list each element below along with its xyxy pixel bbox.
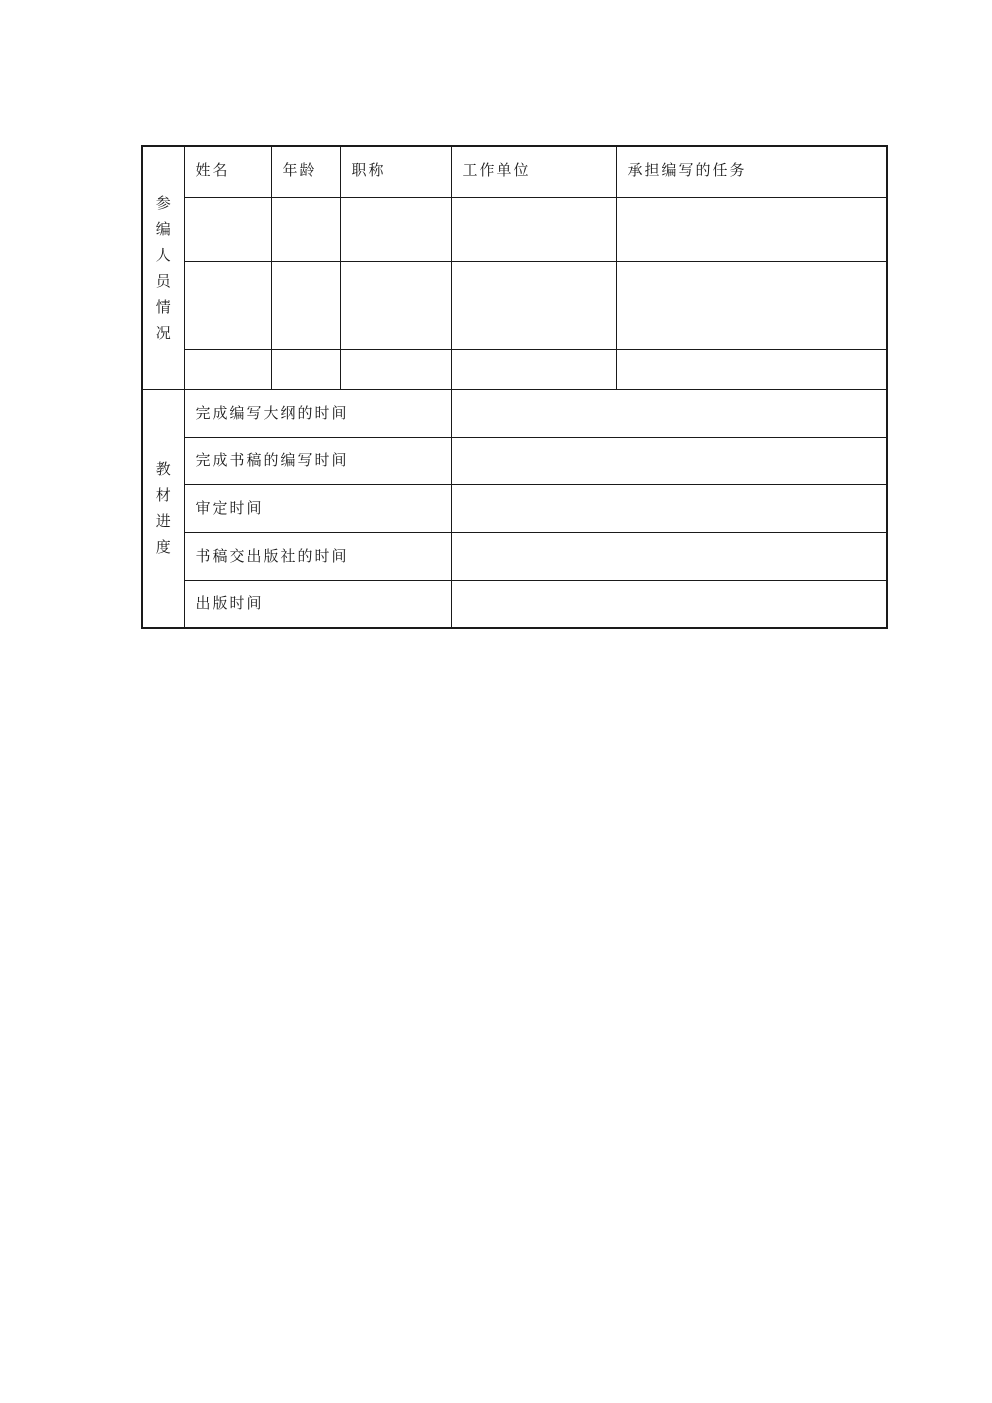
progress-item-value[interactable] <box>451 580 887 628</box>
progress-item-label: 出版时间 <box>184 580 451 628</box>
progress-item-label: 完成书稿的编写时间 <box>184 437 451 484</box>
column-header-workplace: 工作单位 <box>451 146 616 197</box>
progress-section-label: 教材进度 <box>155 460 171 557</box>
participant-age-cell[interactable] <box>271 349 340 389</box>
progress-item-value[interactable] <box>451 484 887 532</box>
participant-title-cell[interactable] <box>340 349 451 389</box>
progress-row <box>142 484 887 532</box>
progress-item-value[interactable] <box>451 389 887 437</box>
progress-row <box>142 532 887 580</box>
participant-workplace-cell[interactable] <box>451 261 616 349</box>
progress-item-label: 审定时间 <box>184 484 451 532</box>
participant-title-cell[interactable] <box>340 261 451 349</box>
progress-section-label-cell <box>142 389 184 628</box>
participant-name-cell[interactable] <box>184 261 271 349</box>
participant-workplace-cell[interactable] <box>451 349 616 389</box>
participant-title-cell[interactable] <box>340 197 451 261</box>
participants-header-row <box>142 146 887 197</box>
participant-name-cell[interactable] <box>184 349 271 389</box>
participant-age-cell[interactable] <box>271 261 340 349</box>
participant-row <box>142 261 887 349</box>
participant-row <box>142 349 887 389</box>
progress-row <box>142 580 887 628</box>
participant-workplace-cell[interactable] <box>451 197 616 261</box>
column-header-name: 姓名 <box>184 146 271 197</box>
progress-row <box>142 437 887 484</box>
participant-task-cell[interactable] <box>616 349 887 389</box>
participant-task-cell[interactable] <box>616 197 887 261</box>
column-header-task: 承担编写的任务 <box>616 146 887 197</box>
participants-section-label: 参编人员情况 <box>155 193 171 342</box>
participant-task-cell[interactable] <box>616 261 887 349</box>
column-header-age: 年龄 <box>271 146 340 197</box>
progress-item-value[interactable] <box>451 532 887 580</box>
progress-row <box>142 389 887 437</box>
editor-info-form-table <box>141 145 888 629</box>
participant-age-cell[interactable] <box>271 197 340 261</box>
participant-name-cell[interactable] <box>184 197 271 261</box>
participant-row <box>142 197 887 261</box>
progress-item-value[interactable] <box>451 437 887 484</box>
column-header-title: 职称 <box>340 146 451 197</box>
progress-item-label: 完成编写大纲的时间 <box>184 389 451 437</box>
progress-item-label: 书稿交出版社的时间 <box>184 532 451 580</box>
participants-section-label-cell <box>142 146 184 389</box>
